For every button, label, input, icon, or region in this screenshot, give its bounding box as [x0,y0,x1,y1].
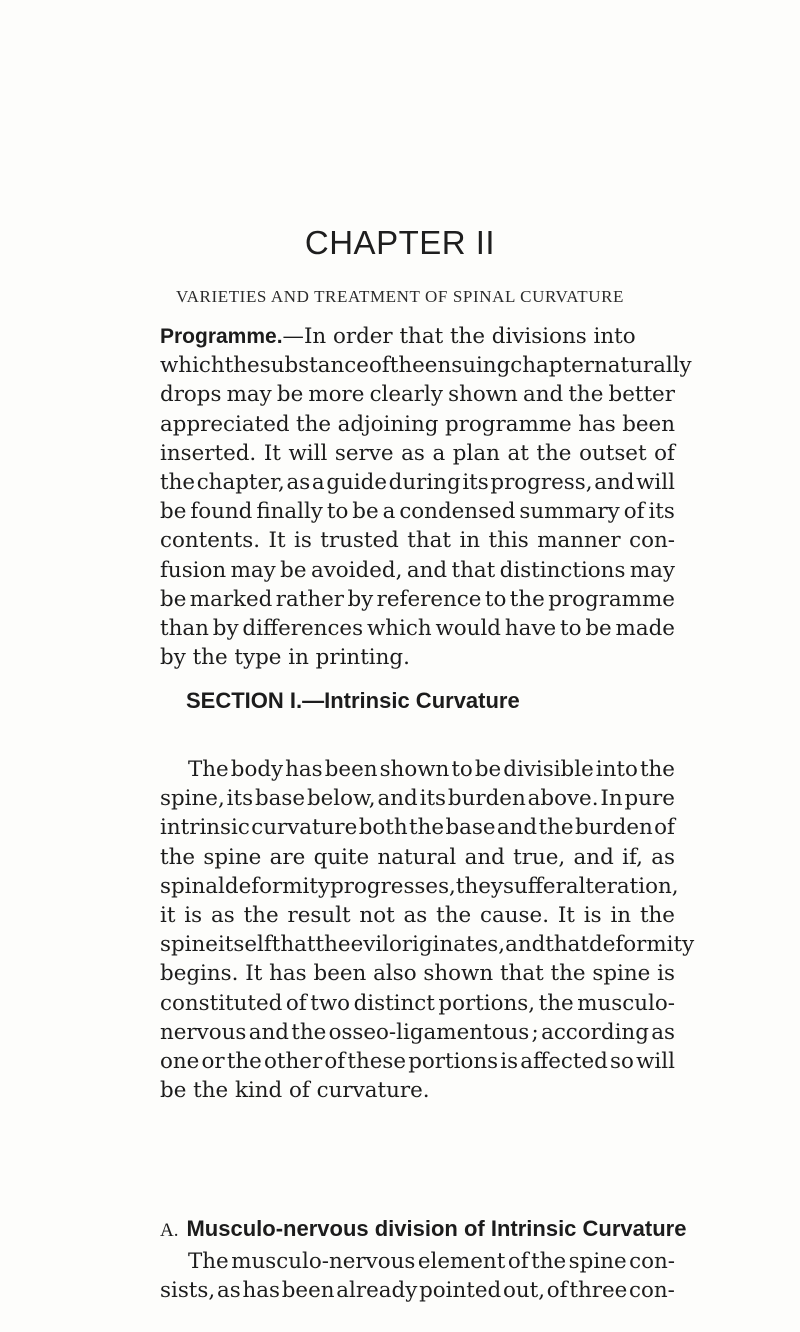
word: made [615,615,675,641]
word: condensed [399,499,516,525]
word: outset [579,440,647,466]
word: two [310,990,351,1016]
word: substance [259,353,369,379]
word: of [507,1249,529,1274]
word: the [409,815,445,841]
word: will [636,469,675,495]
word: curvature [251,815,358,841]
word: of [654,815,675,841]
word: be [280,557,307,583]
paragraph-line [160,755,675,784]
word: and [505,932,546,958]
word: and [496,815,538,841]
word: been [622,411,675,437]
word: progresses, [330,873,456,899]
paragraph-line [160,439,675,468]
paragraph-line [160,468,675,497]
word: and [248,1019,289,1045]
word: if, [622,844,643,870]
word: It [268,528,286,554]
word: the [291,1019,327,1045]
word: other [264,1048,323,1074]
word: these [347,1048,407,1074]
paragraph-line [160,843,675,872]
word: its [226,786,254,812]
word: that [407,528,451,554]
word: rather [275,586,345,612]
paragraph-line [160,526,675,555]
word: begins. [160,961,239,987]
paragraph-line [160,614,675,643]
word: the [226,1048,262,1074]
word: the [538,990,574,1016]
word: base [254,786,306,812]
word: the [509,586,545,612]
paragraph-line: be the kind of curvature. [160,1078,430,1104]
word: so [610,1048,634,1074]
word: portions [408,1048,499,1074]
word: itself [217,932,272,958]
paragraph-line [160,497,675,526]
word: finally [256,499,323,525]
word: have [504,615,557,641]
word: burden [447,786,526,812]
word: alteration, [565,873,679,899]
word: inserted. [160,440,257,466]
word: been [281,1278,335,1304]
word: true, [513,844,566,870]
word: spine, [160,786,225,812]
word: the [531,1249,567,1274]
word: The [188,757,229,782]
word: programme [444,411,572,437]
word: appreciated [160,411,290,437]
paragraph-line [160,1018,675,1047]
word: its [462,469,489,495]
word: been [324,757,378,782]
word: chapter [510,353,594,379]
word: musculo-nervous [231,1249,416,1274]
word: of [654,440,675,466]
paragraph-line [160,351,692,380]
word: distinct [353,990,435,1016]
word: the [639,902,675,928]
word: manner [537,528,621,554]
word: than [160,615,209,641]
chapter-subtitle: VARIETIES AND TREATMENT OF SPINAL CURVATURE [175,287,625,306]
paragraph-line [160,872,679,901]
word: body [230,757,284,782]
word: both [358,815,408,841]
word: plan [452,440,500,466]
word: this [488,528,529,554]
word: during [388,469,461,495]
word: contents. [160,528,261,554]
word: cause. [480,902,549,928]
subsection-heading [160,1216,687,1242]
word: a [382,499,396,525]
paragraph-line [160,959,675,988]
word: at [507,440,529,466]
word: of [546,1278,568,1304]
word: and [573,844,614,870]
word: naturally [593,353,692,379]
word: three [569,1278,628,1304]
word: shown [448,382,518,408]
word: of [285,990,307,1016]
word: the [538,815,574,841]
word: found [190,499,253,525]
word: It [245,961,263,987]
paragraph-line [160,784,675,813]
word: according [541,1019,649,1045]
word: already [336,1278,418,1304]
word: con- [629,528,675,554]
word: reference [376,586,482,612]
word: be [474,757,502,782]
word: by [347,586,374,612]
word: differences [242,615,364,641]
word: they [455,873,503,899]
word: nervous [160,1019,247,1045]
word: to [484,586,507,612]
word: to [451,757,473,782]
paragraph-line [160,813,675,842]
word: one [160,1048,200,1074]
paragraph-line [160,1047,675,1076]
word: It [557,902,575,928]
word: which [366,615,432,641]
word: intrinsic [160,815,250,841]
word: better [608,382,675,408]
word: trusted [320,528,399,554]
word: a [311,469,325,495]
paragraph-line [160,585,675,614]
paragraph-line [160,989,675,1018]
word: In [600,786,623,812]
word: pointed [419,1278,502,1304]
word: the [568,382,604,408]
word: and [377,786,418,812]
programme-paragraph [160,322,692,672]
word: also [373,961,417,987]
word: be [276,382,304,408]
word: as [651,1019,675,1045]
paragraph-line [160,556,675,585]
word: summary [519,499,620,525]
word: that [545,932,590,958]
paragraph-line [160,410,675,439]
word: that [451,557,496,583]
programme-lead: Programme. [160,325,283,348]
word: may [629,557,675,583]
word: portions, [438,990,536,1016]
word: guide [326,469,387,495]
word: the [243,902,279,928]
word: the [536,440,572,466]
word: clearly [369,382,443,408]
word: to [326,499,349,525]
word: and [464,844,505,870]
word: affected [520,1048,608,1074]
word: marked [189,586,273,612]
word: con- [629,1249,675,1274]
word: spine [203,844,262,870]
word: of [324,1048,346,1074]
word: divisible [503,757,594,782]
word: shown [423,961,494,987]
word: con- [629,1278,675,1304]
word: adjoining [337,411,439,437]
word: drops [160,382,222,408]
paragraph-line [160,322,675,351]
word: more [308,382,365,408]
word: quite [313,844,370,870]
word: to [559,615,582,641]
word: into [595,757,638,782]
word: or [201,1048,225,1074]
word: serve [334,440,394,466]
paragraph-line: by the type in printing. [160,645,410,671]
word: base [445,815,496,841]
word: will [288,440,328,466]
word: chapter, [196,469,285,495]
word: its [419,786,447,812]
word: element [417,1249,506,1274]
word: as [403,902,428,928]
word: originates, [389,932,506,958]
word: spine [160,932,218,958]
word: the [224,353,260,379]
paragraph-line [160,1247,675,1276]
word: as [286,469,311,495]
word: musculo- [577,990,675,1016]
subsection-marker: A. [160,1220,179,1241]
word: been [313,961,367,987]
word: may [226,382,272,408]
word: avoided, [310,557,403,583]
word: is [184,902,203,928]
paragraph-line [160,901,675,930]
word: in [610,902,632,928]
word: which [160,353,225,379]
word: above. [527,786,599,812]
word: distinctions [499,557,626,583]
word: would [435,615,501,641]
word: and [406,557,448,583]
word: programme [548,586,675,612]
paragraph-line [160,930,695,959]
word: be [160,499,187,525]
word: below, [306,786,376,812]
word: the [389,353,425,379]
word: has [269,961,307,987]
word: result [287,902,351,928]
word: are [269,844,306,870]
chapter-title: CHAPTER II [304,224,496,261]
word: pure [624,786,675,812]
word: a [432,440,446,466]
word: deformity [589,932,695,958]
word: evil [350,932,390,958]
paragraph-line [160,1276,675,1305]
paragraph-line [160,380,675,409]
word: its [648,499,675,525]
subsection-title: Musculo-nervous division of Intrinsic Curvature [186,1216,687,1241]
word: has [578,411,616,437]
word: and [522,382,564,408]
word: is [294,528,312,554]
word: may [230,557,276,583]
word: of [368,353,390,379]
word: spine [568,1249,627,1274]
word: has [242,1278,280,1304]
word: It [263,440,281,466]
word: in [459,528,481,554]
word: be [352,499,379,525]
word: natural [377,844,457,870]
section1-paragraph [160,755,695,1105]
word: the [296,411,332,437]
word: burden [574,815,653,841]
word: as [651,844,675,870]
word: has [285,757,323,782]
word: as [401,440,425,466]
word: sists, [160,1278,216,1304]
word: it [160,902,176,928]
word: the [436,902,472,928]
line-text: —In order that the divisions into [282,324,636,349]
word: progress, [490,469,593,495]
word: and [594,469,635,495]
word: the [160,469,196,495]
word: is [583,902,602,928]
word: suffer [502,873,566,899]
word: is [657,961,675,987]
word: The [188,1249,229,1274]
word: is [500,1048,519,1074]
word: shown [379,757,450,782]
word: ; [531,1019,539,1045]
word: the [315,932,351,958]
word: deformity [224,873,331,899]
word: of [623,499,645,525]
word: constituted [160,990,283,1016]
word: by [212,615,239,641]
word: that [499,961,544,987]
section-heading: SECTION I.—Intrinsic Curvature [186,688,520,713]
word: spinal [160,873,225,899]
word: be [160,586,187,612]
word: out, [502,1278,546,1304]
word: not [359,902,395,928]
word: fusion [160,557,227,583]
word: the [550,961,586,987]
word: be [585,615,612,641]
word: as [210,902,235,928]
word: as [216,1278,241,1304]
word: the [639,757,675,782]
word: spine [592,961,651,987]
word: the [160,844,196,870]
word: that [271,932,316,958]
word: osseo-ligamentous [328,1019,530,1045]
word: ensuing [424,353,511,379]
subsection-a-paragraph [160,1247,675,1305]
word: will [636,1048,675,1074]
